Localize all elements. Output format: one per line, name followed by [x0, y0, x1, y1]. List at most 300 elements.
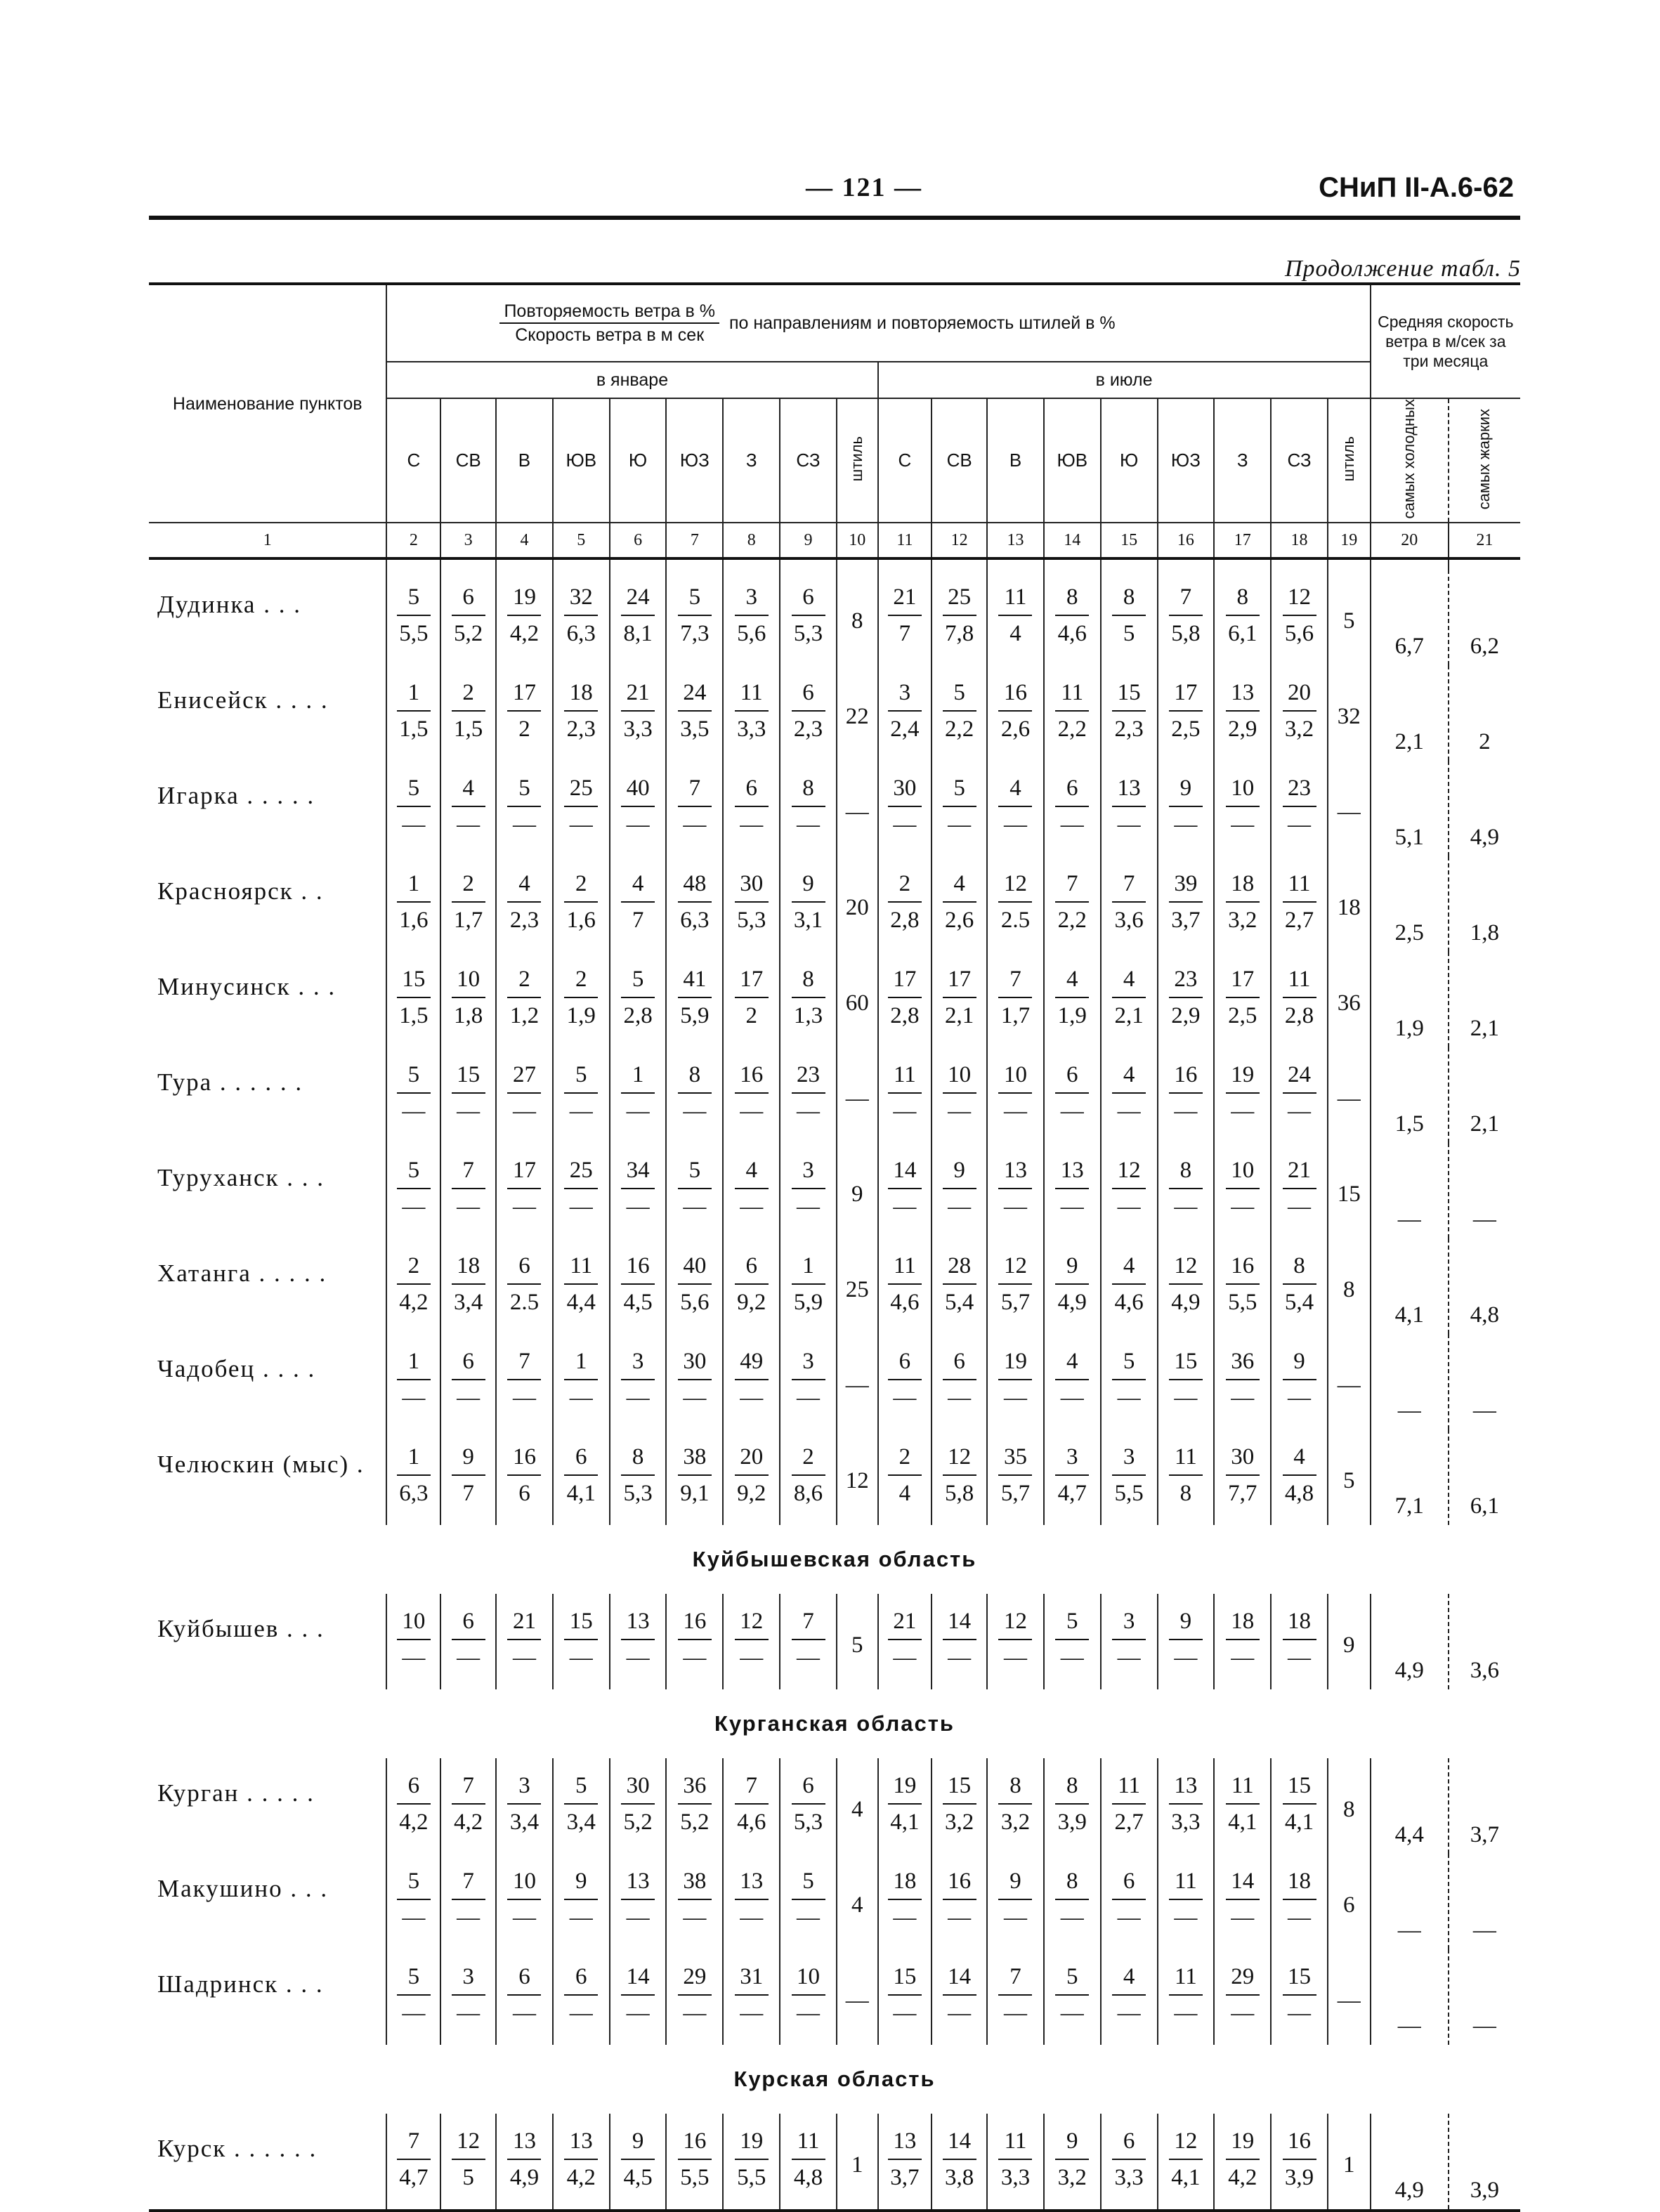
wind-frequency: 4	[462, 775, 474, 801]
fraction	[729, 1439, 774, 1513]
wind-speed: 5,7	[1000, 1289, 1031, 1315]
fraction-bar	[1169, 1092, 1203, 1094]
wind-cell-july	[1271, 952, 1328, 1047]
wind-cell-july	[932, 2114, 987, 2211]
column-number: 19	[1328, 523, 1371, 558]
wind-cell-july	[987, 952, 1044, 1047]
fraction-bar	[452, 901, 485, 903]
wind-speed: 5,6	[1284, 620, 1314, 646]
wind-cell-january	[553, 570, 610, 665]
wind-speed: —	[1003, 2000, 1027, 2026]
wind-cell-january	[610, 1047, 667, 1143]
wind-frequency: 30	[1231, 1444, 1255, 1470]
calm-january: —	[837, 1949, 878, 2045]
wind-cell-july	[1044, 2114, 1101, 2211]
avg-hottest: —	[1449, 1143, 1520, 1238]
wind-cell-july	[932, 665, 987, 761]
wind-frequency: 5	[953, 679, 965, 705]
direction-header-jan: С	[386, 398, 440, 523]
fraction-bar	[998, 1283, 1032, 1285]
wind-frequency: 38	[683, 1444, 707, 1470]
wind-cell-july	[932, 952, 987, 1047]
avg-hottest: 3,7	[1449, 1758, 1520, 1854]
fraction	[937, 865, 982, 940]
wind-speed: 5,3	[737, 907, 766, 933]
fraction	[558, 865, 603, 940]
fraction-bar	[397, 615, 431, 616]
wind-frequency: 3	[632, 1348, 644, 1374]
wind-speed: 5,4	[1284, 1289, 1314, 1315]
fraction	[391, 2123, 436, 2197]
wind-cell-july	[1044, 1854, 1101, 1949]
fraction	[502, 961, 547, 1035]
fraction	[502, 1152, 547, 1226]
wind-frequency: 9	[1293, 1348, 1305, 1374]
fraction	[391, 1767, 436, 1842]
region-row	[149, 1525, 1520, 1594]
wind-cell-july	[1044, 1949, 1101, 2045]
wind-frequency: 12	[457, 2128, 481, 2154]
fraction-bar	[397, 1188, 431, 1189]
wind-frequency: 11	[1288, 870, 1311, 896]
wind-speed: 2,8	[1284, 1002, 1314, 1028]
fraction	[1106, 1056, 1151, 1131]
table-header	[149, 284, 1520, 558]
fraction-bar	[1169, 1899, 1203, 1900]
wind-cell-july	[878, 1594, 932, 1689]
wind-cell-january	[553, 1949, 610, 2045]
wind-speed: —	[683, 2000, 707, 2026]
fraction	[391, 1152, 436, 1226]
fraction	[786, 1248, 831, 1322]
spacer-cell	[610, 558, 667, 570]
calm-label: штиль	[1340, 436, 1358, 482]
wind-cell-january	[610, 1429, 667, 1525]
fraction-bar	[507, 806, 541, 807]
fraction-bar	[1226, 997, 1260, 998]
fraction	[558, 674, 603, 749]
wind-cell-january	[723, 761, 780, 856]
fraction	[446, 674, 491, 749]
wind-speed: —	[569, 1644, 593, 1670]
fraction	[882, 674, 927, 749]
calm-header-jul	[1328, 398, 1371, 523]
wind-frequency: 4	[953, 870, 965, 896]
wind-frequency: 36	[683, 1772, 707, 1798]
wind-frequency: 5	[575, 1772, 587, 1798]
wind-cell-july	[878, 856, 932, 952]
fraction-bar	[621, 1803, 655, 1805]
wind-frequency: 4	[1066, 1348, 1078, 1374]
wind-frequency: 7	[1123, 870, 1135, 896]
wind-frequency: 5	[407, 1061, 420, 1087]
wind-cell-july	[1101, 952, 1158, 1047]
wind-frequency: 13	[1231, 679, 1255, 705]
fraction-bar	[943, 1379, 976, 1380]
fraction-bar	[792, 615, 825, 616]
wind-frequency: 8	[1236, 584, 1248, 610]
wind-frequency: 12	[1003, 870, 1027, 896]
wind-speed: —	[1003, 811, 1027, 837]
fraction-bar	[397, 1283, 431, 1285]
wind-cell-july	[1158, 1429, 1215, 1525]
wind-frequency: 6	[407, 1772, 420, 1798]
wind-speed: 1,5	[454, 716, 483, 742]
wind-frequency: 16	[626, 1252, 650, 1278]
wind-frequency: 3	[898, 679, 911, 705]
wind-cell-july	[1044, 856, 1101, 952]
wind-speed: 2,8	[890, 1002, 920, 1028]
fraction-bar	[1226, 1283, 1260, 1285]
wind-speed: 3,3	[623, 716, 653, 742]
fraction	[672, 1439, 717, 1513]
coldest-label: самых холодных	[1400, 399, 1418, 519]
wind-speed: 3,1	[793, 907, 823, 933]
table-row	[149, 1854, 1520, 1949]
wind-frequency: 36	[1231, 1348, 1255, 1374]
wind-cell-january	[780, 1429, 837, 1525]
fraction-bar	[792, 806, 825, 807]
fraction	[937, 1767, 982, 1842]
wind-speed: 2,3	[793, 716, 823, 742]
wind-cell-july	[1214, 2114, 1271, 2211]
wind-speed: —	[626, 811, 650, 837]
fraction-bar	[507, 2159, 541, 2160]
wind-speed: 3,5	[680, 716, 710, 742]
fraction-bar	[397, 997, 431, 998]
fraction-bar	[792, 1188, 825, 1189]
wind-speed: 2,9	[1228, 716, 1257, 742]
wind-cell-july	[1158, 1047, 1215, 1143]
fraction	[558, 770, 603, 844]
wind-cell-january	[440, 761, 496, 856]
fraction-bar	[1226, 1188, 1260, 1189]
wind-cell-january	[610, 1854, 667, 1949]
wind-speed: 7	[632, 907, 644, 933]
fraction-bar	[1169, 1188, 1203, 1189]
fraction	[446, 770, 491, 844]
wind-frequency: 10	[457, 966, 481, 992]
fraction	[1163, 1767, 1208, 1842]
calm-july: 8	[1328, 1238, 1371, 1334]
fraction-bar	[792, 1474, 825, 1476]
column-number: 17	[1214, 523, 1271, 558]
fraction-bar	[1226, 901, 1260, 903]
wind-speed: 4,2	[566, 2164, 596, 2190]
wind-speed: —	[683, 1904, 707, 1930]
wind-speed: 2.5	[509, 1289, 540, 1315]
wind-speed: —	[569, 1193, 593, 1219]
wind-speed: 2,2	[1057, 716, 1087, 742]
wind-frequency: 9	[632, 2128, 644, 2154]
wind-speed: —	[569, 1098, 593, 1124]
wind-cell-january	[723, 1143, 780, 1238]
fraction-bar	[888, 1994, 922, 1996]
wind-speed: —	[948, 1385, 972, 1411]
avg-hottest: 4,8	[1449, 1238, 1520, 1334]
avg-hottest: —	[1449, 1949, 1520, 2045]
fraction-bar	[792, 1994, 825, 1996]
fraction-bar	[452, 1639, 485, 1640]
fraction	[1106, 674, 1151, 749]
fraction-bar	[1112, 615, 1146, 616]
fraction	[446, 961, 491, 1035]
wind-cell-january	[386, 2114, 440, 2211]
wind-frequency: 13	[626, 1868, 650, 1894]
wind-frequency: 15	[402, 966, 426, 992]
fraction	[1220, 1343, 1265, 1418]
fraction	[993, 1056, 1038, 1131]
wind-frequency: 17	[1174, 679, 1198, 705]
fraction-bar	[792, 901, 825, 903]
wind-speed: —	[1060, 1644, 1084, 1670]
wind-speed: —	[893, 2000, 917, 2026]
fraction-bar	[1226, 710, 1260, 712]
wind-cell-january	[496, 1334, 553, 1429]
direction-header-jul: В	[987, 398, 1044, 523]
fraction	[1050, 961, 1094, 1035]
column-number: 20	[1371, 523, 1449, 558]
wind-speed: —	[948, 1904, 972, 1930]
wind-cell-january	[553, 1047, 610, 1143]
wind-frequency: 17	[512, 1157, 536, 1183]
wind-frequency: 7	[518, 1348, 530, 1374]
fraction	[786, 1343, 831, 1418]
wind-cell-july	[987, 1238, 1044, 1334]
wind-frequency: 11	[894, 1061, 916, 1087]
wind-cell-january	[780, 952, 837, 1047]
wind-cell-july	[1214, 1594, 1271, 1689]
fraction	[1277, 1863, 1322, 1937]
table-row	[149, 2114, 1520, 2211]
fraction-bar	[888, 1188, 922, 1189]
wind-cell-july	[1101, 1334, 1158, 1429]
wind-cell-january	[666, 952, 723, 1047]
wind-frequency: 7	[407, 2128, 420, 2154]
wind-cell-january	[386, 1854, 440, 1949]
wind-frequency: 11	[1061, 679, 1084, 705]
wind-speed: —	[569, 1904, 593, 1930]
fraction-bar	[452, 1188, 485, 1189]
fraction	[502, 865, 547, 940]
wind-cell-january	[666, 665, 723, 761]
wind-frequency: 9	[1009, 1868, 1021, 1894]
direction-header-jan: Ю	[610, 398, 667, 523]
wind-speed: 4,1	[1171, 2164, 1201, 2190]
wind-frequency: 8	[1179, 1157, 1192, 1183]
wind-speed: —	[457, 1385, 481, 1411]
wind-frequency: 10	[512, 1868, 536, 1894]
wind-frequency: 11	[1175, 1444, 1197, 1470]
fraction-bar	[452, 710, 485, 712]
continuation-label: Продолжение табл. 5	[1284, 256, 1521, 282]
wind-cell-january	[780, 1334, 837, 1429]
wind-speed: —	[626, 1644, 650, 1670]
wind-frequency: 21	[626, 679, 650, 705]
fraction	[558, 961, 603, 1035]
wind-cell-january	[666, 2114, 723, 2211]
fraction	[1050, 1343, 1094, 1418]
fraction-bar	[1055, 1899, 1089, 1900]
fraction	[615, 1343, 660, 1418]
fraction-bar	[1226, 1379, 1260, 1380]
wind-speed: 2,1	[945, 1002, 974, 1028]
wind-frequency: 38	[683, 1868, 707, 1894]
wind-frequency: 6	[802, 679, 814, 705]
wind-speed: —	[1060, 811, 1084, 837]
fraction	[615, 1603, 660, 1677]
wind-frequency: 4	[518, 870, 530, 896]
wind-speed: —	[1060, 2000, 1084, 2026]
wind-cell-january	[666, 1143, 723, 1238]
fraction-bar	[678, 1474, 712, 1476]
wind-cell-july	[1214, 1949, 1271, 2045]
fraction	[672, 1056, 717, 1131]
wind-cell-january	[610, 1334, 667, 1429]
wind-cell-july	[1271, 1854, 1328, 1949]
fraction-bar	[1226, 1474, 1260, 1476]
station-name: Дудинка . . .	[157, 591, 301, 619]
wind-speed: 3,7	[1171, 907, 1201, 933]
calm-july: —	[1328, 1334, 1371, 1429]
wind-speed: 2,7	[1114, 1809, 1144, 1835]
wind-cell-january	[496, 1429, 553, 1525]
fraction-bar	[678, 1283, 712, 1285]
fraction-bar	[452, 1283, 485, 1285]
wind-frequency: 16	[1288, 2128, 1312, 2154]
wind-speed: —	[626, 1904, 650, 1930]
wind-cell-january	[610, 856, 667, 952]
wind-cell-january	[496, 1594, 553, 1689]
table-row	[149, 1594, 1520, 1689]
fraction-bar	[888, 615, 922, 616]
fraction	[1277, 1767, 1322, 1842]
wind-speed: —	[683, 1644, 707, 1670]
wind-frequency: 16	[683, 1608, 707, 1634]
station-name: Енисейск . . . .	[157, 686, 329, 714]
wind-frequency: 8	[1293, 1252, 1305, 1278]
fraction	[1277, 961, 1322, 1035]
wind-cell-january	[553, 1758, 610, 1854]
fraction-bar	[888, 1474, 922, 1476]
wind-cell-july	[878, 1238, 932, 1334]
wind-frequency: 18	[1288, 1608, 1312, 1634]
wind-frequency: 23	[797, 1061, 820, 1087]
fraction-bar	[564, 1474, 598, 1476]
wind-speed: —	[626, 2000, 650, 2026]
station-name: Красноярск . .	[157, 877, 324, 905]
fraction	[1220, 1439, 1265, 1513]
fraction-bar	[888, 997, 922, 998]
wind-speed: 5	[462, 2164, 474, 2190]
wind-speed: 4,8	[793, 2164, 823, 2190]
fraction	[1220, 1603, 1265, 1677]
spacer-cell	[496, 558, 553, 570]
wind-speed: 8,1	[623, 620, 653, 646]
wind-speed: —	[569, 2000, 593, 2026]
fraction	[391, 961, 436, 1035]
wind-frequency: 11	[894, 1252, 916, 1278]
wind-frequency: 48	[683, 870, 707, 896]
wind-frequency: 15	[1174, 1348, 1198, 1374]
wind-cell-january	[610, 570, 667, 665]
wind-cell-january	[386, 665, 440, 761]
wind-frequency: 25	[948, 584, 972, 610]
fraction	[1277, 674, 1322, 749]
wind-speed: 4,6	[737, 1809, 766, 1835]
fraction	[993, 1439, 1038, 1513]
fraction	[1277, 1603, 1322, 1677]
wind-cell-january	[780, 1854, 837, 1949]
wind-speed: 5,5	[399, 620, 429, 646]
wind-cell-january	[386, 1758, 440, 1854]
wind-speed: —	[1060, 1193, 1084, 1219]
wind-speed: —	[1003, 1385, 1027, 1411]
table-row	[149, 1758, 1520, 1854]
wind-frequency: 3	[462, 1963, 474, 1989]
wind-speed: —	[1003, 1644, 1027, 1670]
fraction	[937, 674, 982, 749]
wind-frequency: 9	[1179, 775, 1192, 801]
column-number: 9	[780, 523, 837, 558]
fraction	[786, 579, 831, 653]
wind-cell-january	[496, 1854, 553, 1949]
fraction	[446, 1958, 491, 2033]
fraction-bar	[888, 1899, 922, 1900]
fraction-bar	[735, 806, 769, 807]
wind-cell-january	[386, 1143, 440, 1238]
wind-frequency: 15	[457, 1061, 481, 1087]
fraction-bar	[943, 1639, 976, 1640]
wind-frequency: 14	[1231, 1868, 1255, 1894]
wind-frequency: 8	[802, 775, 814, 801]
avg-coldest: 5,1	[1371, 761, 1449, 856]
wind-cell-july	[1101, 1758, 1158, 1854]
wind-speed: 2	[518, 716, 530, 742]
wind-frequency: 12	[948, 1444, 972, 1470]
fraction	[502, 1767, 547, 1842]
wind-cell-july	[932, 856, 987, 952]
wind-cell-january	[496, 665, 553, 761]
fraction	[558, 1343, 603, 1418]
wind-frequency: 18	[457, 1252, 481, 1278]
fraction-bar	[621, 1639, 655, 1640]
fraction-bar	[564, 1899, 598, 1900]
wind-speed: 2,4	[890, 716, 920, 742]
fraction	[615, 2123, 660, 2197]
fraction	[1220, 1056, 1265, 1131]
wind-cell-july	[1044, 570, 1101, 665]
wind-speed: 4,2	[1228, 2164, 1257, 2190]
wind-cell-july	[1158, 1238, 1215, 1334]
fraction	[786, 1439, 831, 1513]
region-title: Курская область	[733, 2067, 936, 2092]
wind-cell-july	[987, 1594, 1044, 1689]
fraction	[615, 961, 660, 1035]
fraction	[993, 1767, 1038, 1842]
fraction	[937, 770, 982, 844]
wind-speed: —	[1003, 1193, 1027, 1219]
fraction	[786, 1958, 831, 2033]
wind-frequency: 2	[898, 870, 911, 896]
avg-coldest: —	[1371, 1143, 1449, 1238]
fraction-bar	[678, 1899, 712, 1900]
fraction	[1050, 1439, 1094, 1513]
fraction	[1106, 1863, 1151, 1937]
column-number: 13	[987, 523, 1044, 558]
wind-cell-july	[1044, 1758, 1101, 1854]
fraction	[502, 1056, 547, 1131]
